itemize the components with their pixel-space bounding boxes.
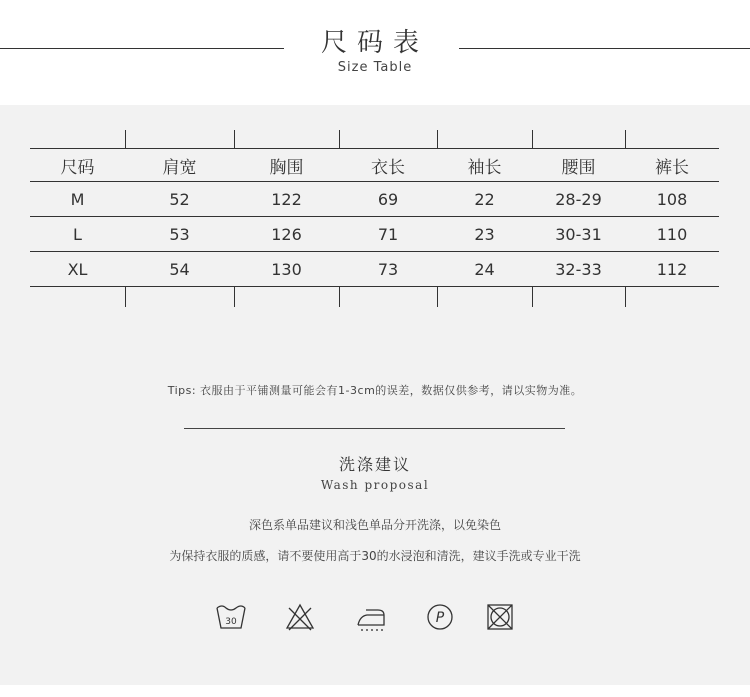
care-icons (0, 600, 750, 634)
wash-instruction-1: 深色系单品建议和浅色单品分开洗涤，以免染色 (248, 518, 501, 532)
no-bleach-icon (283, 600, 317, 634)
divider (184, 428, 565, 429)
wash-30-icon (214, 600, 248, 634)
table-cell: L (30, 217, 125, 252)
table-cell: XL (30, 252, 125, 287)
table-cell: M (30, 182, 125, 217)
header-cell: 尺码 (60, 157, 95, 178)
table-cell: 73 (339, 252, 437, 287)
table-cell: 32-33 (532, 252, 625, 287)
dry-clean-p-icon (423, 600, 457, 634)
header-cell: 袖长 (467, 157, 502, 178)
table-cell: 23 (437, 217, 532, 252)
table-cell: 122 (234, 182, 339, 217)
table-cell: 110 (625, 217, 719, 252)
table-cell: 54 (125, 252, 234, 287)
table-cell: 53 (125, 217, 234, 252)
bottom-strip (0, 685, 750, 697)
size-table (30, 130, 719, 307)
table-row (30, 252, 719, 287)
tips-text: Tips: 衣服由于平铺测量可能会有1-3cm的误差，数据仅供参考，请以实物为准。 (167, 384, 583, 397)
no-tumble-dry-icon (483, 600, 517, 634)
table-top-rules (30, 130, 719, 149)
header (0, 0, 750, 105)
table-header-row (30, 149, 719, 182)
table-cell: 108 (625, 182, 719, 217)
dry-clean-label: P (435, 610, 445, 626)
page-title: 尺码表 (320, 28, 429, 58)
table-cell: 130 (234, 252, 339, 287)
table-row (30, 217, 719, 252)
table-cell: 22 (437, 182, 532, 217)
header-cell: 肩宽 (162, 157, 197, 178)
header-cell: 衣长 (371, 157, 405, 178)
page-subtitle: Size Table (337, 60, 413, 75)
wash-subtitle: Wash proposal (320, 478, 430, 492)
header-cell: 腰围 (561, 157, 596, 178)
table-cell: 71 (339, 217, 437, 252)
table-cell: 69 (339, 182, 437, 217)
iron-icon (354, 600, 388, 634)
header-cell: 胸围 (269, 157, 304, 178)
table-cell: 30-31 (532, 217, 625, 252)
table-cell: 112 (625, 252, 719, 287)
table-row (30, 182, 719, 217)
wash-temp-label: 30 (225, 617, 237, 627)
header-cell: 裤长 (655, 157, 689, 178)
table-cell: 24 (437, 252, 532, 287)
wash-title: 洗涤建议 (338, 455, 411, 474)
table-cell: 126 (234, 217, 339, 252)
wash-instruction-2: 为保持衣服的质感，请不要使用高于30的水浸泡和清洗，建议手洗或专业干洗 (169, 549, 581, 563)
table-cell: 52 (125, 182, 234, 217)
table-cell: 28-29 (532, 182, 625, 217)
table-bottom-rules (30, 287, 719, 308)
